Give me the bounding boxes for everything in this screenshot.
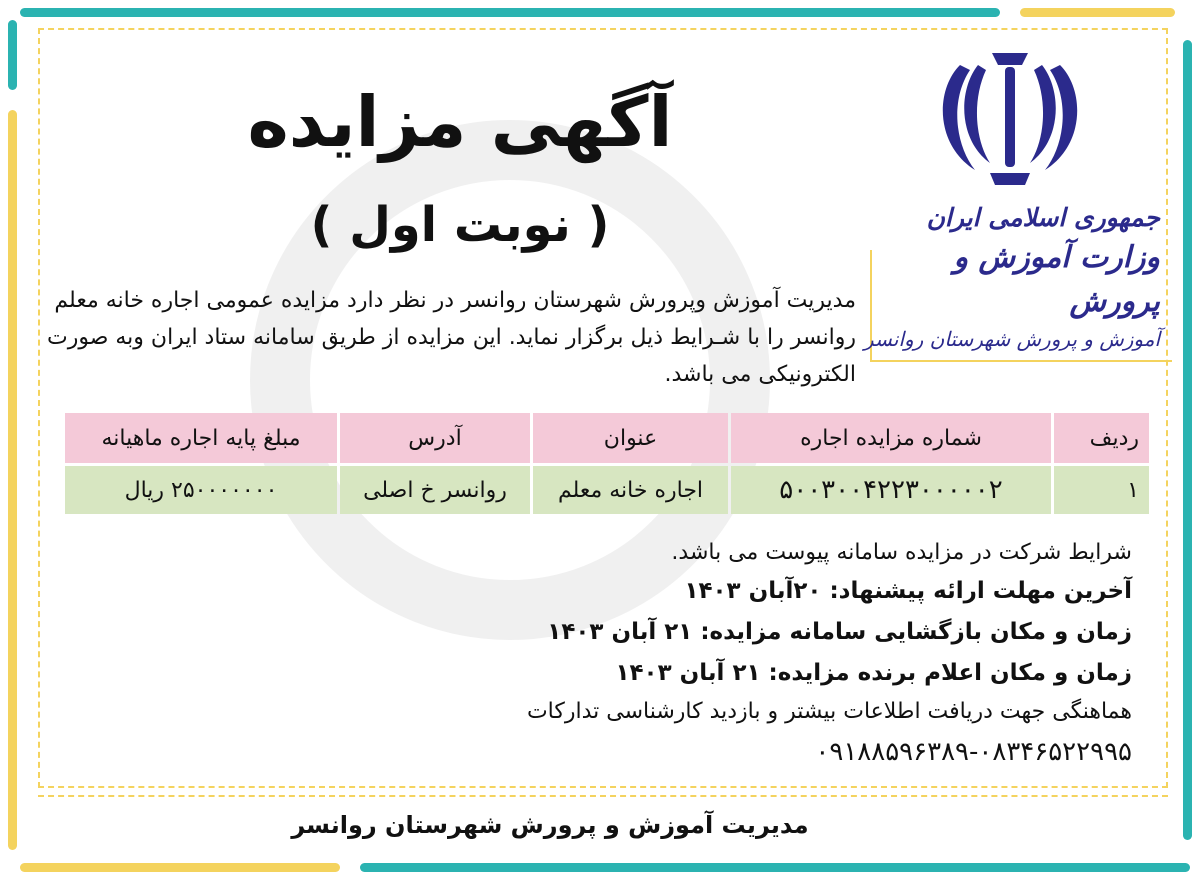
iran-emblem-icon xyxy=(930,45,1090,195)
conditions-text: شرایط شرکت در مزایده سامانه پیوست می باشد. xyxy=(671,540,1132,565)
intro-paragraph: مدیریت آموزش وپرورش شهرستان روانسر در نظر دارد مزایده عمومی اجاره خانه معلم روانسر را با شـرایط ذیل برگزار نماید. این مزایده از طریق سامانه ستاد ایران وبه صورت الکترونیکی می باشد. xyxy=(47,288,856,387)
header-auction-number: شماره مزایده اجاره xyxy=(731,413,1051,463)
table-header-row xyxy=(65,413,1149,463)
auction-table xyxy=(62,410,1152,517)
opening-text: زمان و مکان بازگشایی سامانه مزایده: ۲۱ آبان ۱۴۰۳ xyxy=(547,619,1132,645)
coordination-text: هماهنگی جهت دریافت اطلاعات بیشتر و بازدید کارشناسی تدارکات xyxy=(526,699,1132,724)
header-row-number: ردیف xyxy=(1054,413,1149,463)
frame-stripe-left-accent xyxy=(8,20,17,90)
ministry-line-1: جمهوری اسلامی ایران xyxy=(926,203,1160,232)
frame-stripe-top-accent xyxy=(1020,8,1175,17)
page-subtitle: ( نوبت اول ) xyxy=(310,197,610,253)
deadline-text: آخرین مهلت ارائه پیشنهاد: ۲۰آبان ۱۴۰۳ xyxy=(684,578,1132,604)
footer-separator xyxy=(38,795,1168,797)
cell-auction-number: ۵۰۰۳۰۰۴۲۲۳۰۰۰۰۰۲ xyxy=(731,466,1051,514)
frame-stripe-right xyxy=(1183,40,1192,840)
frame-stripe-top xyxy=(20,8,1000,17)
header-address: آدرس xyxy=(340,413,530,463)
cell-title: اجاره خانه معلم xyxy=(533,466,728,514)
cell-row-number: ۱ xyxy=(1054,466,1149,514)
cell-address: روانسر خ اصلی xyxy=(340,466,530,514)
table-row xyxy=(65,466,1149,514)
ministry-line-2: وزارت آموزش و پرورش xyxy=(953,240,1160,319)
ministry-line-3: آموزش و پرورش شهرستان روانسر xyxy=(864,327,1160,351)
frame-stripe-bottom-accent xyxy=(20,863,340,872)
header-base-amount: مبلغ پایه اجاره ماهیانه xyxy=(65,413,337,463)
footer-signature: مدیریت آموزش و پرورش شهرستان روانسر xyxy=(291,811,809,839)
phone-numbers: ۰۹۱۸۸۵۹۶۳۸۹-۰۸۳۴۶۵۲۲۹۹۵ xyxy=(815,737,1132,767)
announcement-text: زمان و مکان اعلام برنده مزایده: ۲۱ آبان ۱۴۰۳ xyxy=(615,660,1132,686)
details-block xyxy=(420,535,1132,774)
header-title: عنوان xyxy=(533,413,728,463)
ministry-block xyxy=(860,200,1160,354)
frame-stripe-bottom xyxy=(360,863,1190,872)
page-title: آگهی مزایده xyxy=(247,81,673,163)
frame-stripe-left xyxy=(8,110,17,850)
cell-base-amount: ۲۵۰۰۰۰۰۰۰ ریال xyxy=(65,466,337,514)
